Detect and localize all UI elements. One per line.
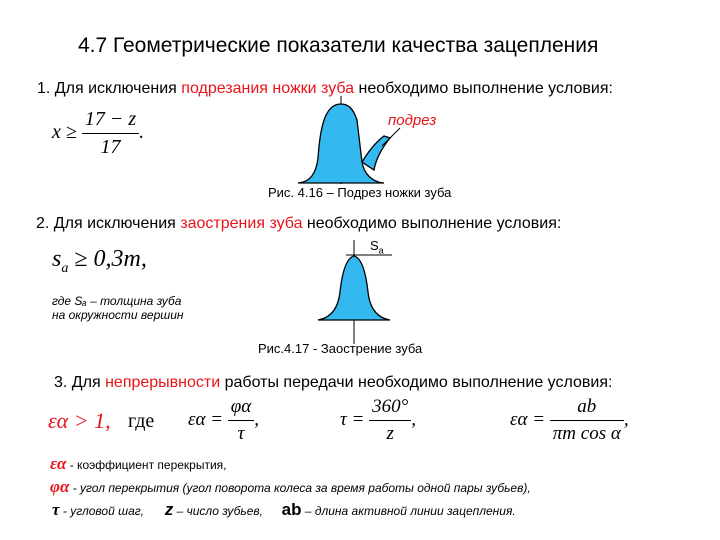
formula-sharpening-sub: a: [61, 260, 69, 276]
formula-undercut-denominator: 17: [82, 133, 139, 159]
undercut-tooth-figure: [280, 88, 500, 188]
formula-sharpening: [52, 246, 147, 277]
legend-ab-text: – длина активной линии зацепления.: [301, 504, 516, 518]
undercut-tooth-shape: [298, 104, 384, 183]
formula-f2-denominator: z: [369, 420, 411, 445]
sa-label-sub: a: [378, 245, 384, 256]
formula-sharpening-rest: ≥ 0,3m,: [68, 246, 147, 272]
figure-4-17-caption: Рис.4.17 - Заострение зуба: [258, 341, 423, 356]
legend-z-symbol: z: [164, 500, 174, 519]
formula-f1-denominator: τ: [228, 420, 254, 445]
legend-line-1: [50, 454, 227, 474]
formula-f1-end: ,: [254, 408, 260, 430]
legend-ab-symbol: ab: [281, 500, 302, 519]
undercut-notch: [362, 136, 390, 170]
formula-f3-numerator: ab: [577, 396, 597, 417]
legend-phi-symbol: φα: [50, 477, 70, 496]
formula-undercut: [52, 108, 144, 159]
sa-label: [370, 238, 384, 256]
condition-3-suffix: работы передачи необходимо выполнение условия:: [220, 374, 613, 391]
legend-line-2: [50, 477, 531, 497]
formula-sharpening-s: s: [52, 246, 62, 272]
condition-3-highlight: непрерывности: [105, 374, 221, 391]
legend-tau-symbol: τ: [52, 500, 60, 519]
condition-2-suffix: необходимо выполнение условия:: [302, 215, 562, 232]
formula-undercut-numerator: 17 − z: [84, 108, 137, 130]
sa-definition-line-2: на окружности вершин: [52, 308, 184, 322]
legend-phi-text: - угол перекрытия (угол поворота колеса за время работы одной пары зубьев),: [69, 481, 531, 495]
legend-epsilon-text: - коэффициент перекрытия,: [66, 458, 227, 472]
formula-undercut-lhs: x ≥: [52, 121, 77, 144]
formula-f2-fraction: [369, 396, 411, 445]
formula-f2-end: ,: [411, 408, 416, 430]
formula-f2-numerator: 360°: [372, 396, 409, 417]
formula-undercut-end: .: [139, 121, 145, 144]
condition-2-prefix: 2. Для исключения: [36, 215, 181, 232]
figure-4-16-caption: Рис. 4.16 – Подрез ножки зуба: [268, 185, 452, 200]
formula-f3-denominator: πm cos α: [550, 420, 624, 445]
condition-1-highlight: подрезания ножки зуба: [181, 80, 355, 97]
legend-z-text: – число зубьев,: [173, 504, 263, 518]
formula-f1-lhs: εα =: [188, 408, 224, 430]
condition-3-text: [54, 374, 612, 392]
legend-line-3: [52, 500, 516, 520]
slide-title: 4.7 Геометрические показатели качества зацепления: [78, 34, 599, 57]
sharpened-tooth-shape: [318, 256, 390, 320]
formula-angular-pitch: [340, 396, 416, 445]
sa-definition-line-1: где Sₐ – толщина зуба: [52, 294, 182, 308]
condition-1-suffix: необходимо выполнение условия:: [354, 80, 613, 97]
condition-1-prefix: 1. Для исключения: [37, 80, 182, 97]
contact-ratio-symbol: εα: [48, 408, 69, 433]
legend-epsilon-symbol: εα: [50, 454, 67, 473]
formula-f1-numerator: φα: [230, 396, 252, 417]
where-word: где: [128, 410, 155, 432]
formula-f1-fraction: [228, 396, 254, 445]
formula-contact-ratio-length: [510, 396, 629, 445]
formula-f3-lhs: εα =: [510, 408, 546, 430]
formula-f3-end: ,: [623, 408, 629, 430]
formula-f3-fraction: [550, 396, 624, 445]
condition-2-highlight: заострения зуба: [180, 215, 303, 232]
condition-3-prefix: 3. Для: [54, 374, 106, 391]
undercut-callout-label: подрез: [388, 112, 437, 129]
legend-tau-text: - угловой шаг,: [59, 504, 145, 518]
formula-undercut-fraction: [82, 108, 139, 159]
contact-ratio-inequality: > 1,: [68, 408, 111, 433]
sa-definition: [52, 294, 183, 322]
condition-2-text: [36, 215, 561, 233]
contact-ratio-condition: [48, 408, 111, 434]
formula-contact-ratio-angle: [188, 396, 259, 445]
formula-f2-lhs: τ =: [340, 408, 365, 430]
sa-label-main: S: [370, 238, 379, 253]
